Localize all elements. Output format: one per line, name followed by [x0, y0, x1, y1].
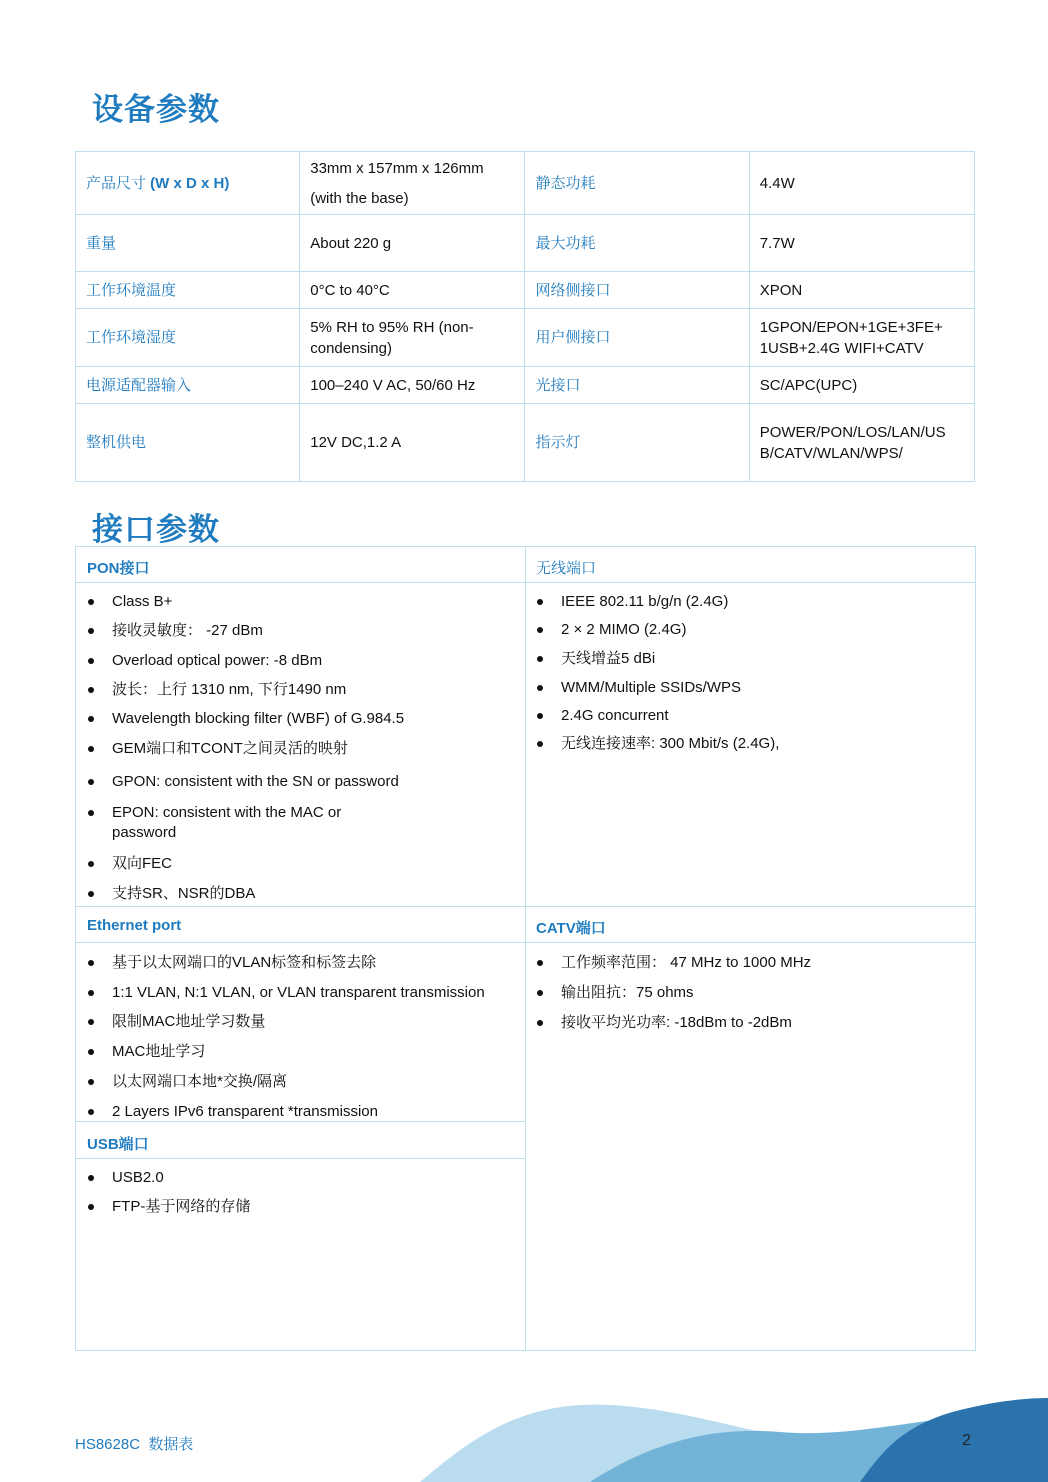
param-label: 整机供电	[76, 404, 300, 482]
list-item: Class B+	[86, 592, 516, 612]
page-number: 2	[962, 1432, 971, 1449]
param-label: 产品尺寸 (W x D x H)	[76, 152, 300, 215]
list-item: MAC地址学习	[86, 1042, 522, 1062]
list-item: 2.4G concurrent	[535, 706, 965, 726]
list-item: 基于以太网端口的VLAN标签和标签去除	[86, 953, 522, 973]
list-item: 2 × 2 MIMO (2.4G)	[535, 620, 965, 640]
list-item: 支持SR、NSR的DBA	[86, 884, 516, 904]
param-value: 0°C to 40°C	[300, 272, 525, 309]
param-value: 4.4W	[749, 152, 974, 215]
footer-model: HS8628C	[75, 1436, 141, 1453]
param-label: 用户侧接口	[525, 309, 749, 367]
list-item: 双向FEC	[86, 854, 516, 874]
param-label: 电源适配器输入	[76, 367, 300, 404]
section-title-interface: 接口参数	[92, 512, 220, 548]
param-value: 12V DC,1.2 A	[300, 404, 525, 482]
list-item: Overload optical power: -8 dBm	[86, 651, 516, 671]
list-item: Wavelength blocking filter (WBF) of G.984.5	[86, 709, 516, 729]
param-value: 100–240 V AC, 50/60 Hz	[300, 367, 525, 404]
param-value: 1GPON/EPON+1GE+3FE+ 1USB+2.4G WIFI+CATV	[749, 309, 974, 367]
list-item: 接收平均光功率: -18dBm to -2dBm	[535, 1013, 965, 1033]
list-item: 无线连接速率: 300 Mbit/s (2.4G),	[535, 734, 965, 754]
param-value: XPON	[749, 272, 974, 309]
param-value: 5% RH to 95% RH (non- condensing)	[300, 309, 525, 367]
list-item: 工作频率范围： 47 MHz to 1000 MHz	[535, 953, 965, 973]
param-label: 光接口	[525, 367, 749, 404]
list-item: 输出阻抗：75 ohms	[535, 983, 965, 1003]
param-value: About 220 g	[300, 215, 525, 272]
param-label: 工作环境湿度	[76, 309, 300, 367]
list-item: IEEE 802.11 b/g/n (2.4G)	[535, 592, 965, 612]
footer-doc-label	[75, 1433, 193, 1454]
pon-title: PON接口	[87, 560, 150, 577]
param-label: 工作环境温度	[76, 272, 300, 309]
list-item: 接收灵敏度： -27 dBm	[86, 621, 516, 641]
usb-title: USB端口	[87, 1136, 149, 1153]
param-value: 33mm x 157mm x 126mm (with the base)	[300, 152, 525, 215]
param-label: 静态功耗	[525, 152, 749, 215]
param-label: 网络侧接口	[525, 272, 749, 309]
list-item: 以太网端口本地*交换/隔离	[86, 1072, 522, 1092]
param-label: 指示灯	[525, 404, 749, 482]
param-value: 7.7W	[749, 215, 974, 272]
param-value: POWER/PON/LOS/LAN/US B/CATV/WLAN/WPS/	[749, 404, 974, 482]
list-item: 2 Layers IPv6 transparent *transmission	[86, 1102, 522, 1122]
list-item: WMM/Multiple SSIDs/WPS	[535, 678, 965, 698]
list-item: EPON: consistent with the MAC or password	[86, 803, 516, 843]
param-label: 最大功耗	[525, 215, 749, 272]
list-item: FTP-基于网络的存储	[86, 1197, 516, 1217]
list-item: GPON: consistent with the SN or password	[86, 772, 516, 792]
list-item: 波长：上行 1310 nm, 下行1490 nm	[86, 680, 516, 700]
param-label: 重量	[76, 215, 300, 272]
list-item: GEM端口和TCONT之间灵活的映射	[86, 739, 516, 759]
list-item: 1:1 VLAN, N:1 VLAN, or VLAN transparent transmission	[86, 983, 522, 1003]
list-item: 天线增益5 dBi	[535, 649, 965, 669]
param-value: SC/APC(UPC)	[749, 367, 974, 404]
footer-doc-type: 数据表	[148, 1436, 194, 1453]
list-item: 限制MAC地址学习数量	[86, 1012, 522, 1032]
catv-title: CATV端口	[536, 920, 606, 937]
wireless-title: 无线端口	[536, 560, 597, 577]
section-title-device: 设备参数	[92, 92, 220, 128]
list-item: USB2.0	[86, 1168, 516, 1188]
ethernet-title: Ethernet port	[87, 917, 182, 934]
